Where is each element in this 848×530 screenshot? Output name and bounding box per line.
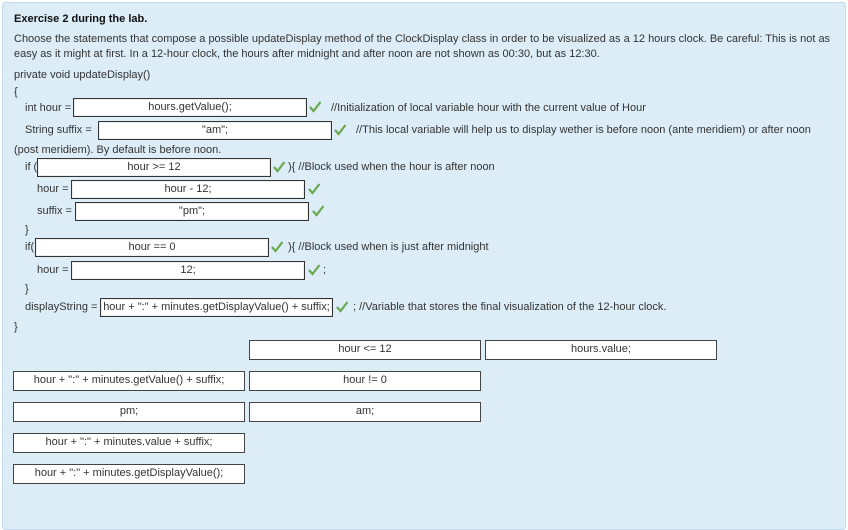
comment-display-string: ; //Variable that stores the final visualization of the 12-hour clock. [353, 301, 667, 313]
checkmark-icon [308, 100, 322, 114]
if-keyword-2: if( [25, 241, 35, 253]
checkmark-icon [307, 263, 321, 277]
string-suffix-label: String suffix = [25, 124, 92, 136]
drop-zone-suffix-pm[interactable]: "pm"; [75, 202, 309, 221]
comment-if-2: ){ //Block used when is just after midnight [288, 241, 489, 253]
drop-zone-hour-twelve[interactable]: 12; [71, 261, 305, 280]
instructions-line-1: Choose the statements that compose a possible updateDisplay method of the ClockDisplay class in order to be visualized as a 12 hours clock. Be careful: This is not as [14, 33, 831, 45]
comment-hour-init: //Initialization of local variable hour with the current value of Hour [331, 102, 646, 114]
hour-assign-label: hour = [37, 183, 69, 195]
choice-item[interactable]: am; [249, 402, 481, 422]
drop-zone-if-condition-1[interactable]: hour >= 12 [37, 158, 271, 177]
choice-item[interactable]: pm; [13, 402, 245, 422]
checkmark-icon [307, 182, 321, 196]
drop-zone-suffix-init[interactable]: "am"; [98, 121, 332, 140]
checkmark-icon [311, 204, 325, 218]
method-signature: private void updateDisplay() [14, 69, 151, 81]
question-panel [2, 2, 846, 530]
int-hour-label: int hour = [25, 102, 72, 114]
choice-item[interactable]: hour != 0 [249, 371, 481, 391]
drop-zone-hour-minus[interactable]: hour - 12; [71, 180, 305, 199]
checkmark-icon [335, 300, 349, 314]
checkmark-icon [272, 160, 286, 174]
close-brace-method: } [14, 321, 18, 333]
drop-zone-display-string[interactable]: hour + ":" + minutes.getDisplayValue() + suffix; [100, 298, 333, 317]
suffix-assign-label: suffix = [37, 205, 72, 217]
drop-zone-if-condition-2[interactable]: hour == 0 [35, 238, 269, 257]
display-string-label: displayString = [25, 301, 98, 313]
choice-item[interactable]: hour + ":" + minutes.getValue() + suffix; [13, 371, 245, 391]
comment-suffix-init: //This local variable will help us to display wether is before noon (ante meridiem) or after noon [356, 124, 811, 136]
choice-item[interactable]: hour + ":" + minutes.getDisplayValue(); [13, 464, 245, 484]
if-keyword: if ( [25, 161, 38, 173]
semicolon: ; [323, 264, 327, 276]
choice-item[interactable]: hours.value; [485, 340, 717, 360]
checkmark-icon [270, 240, 284, 254]
instructions-line-2: easy as it might at first. In a 12-hour clock, the hours after midnight and after noon are not shown as 00:30, but as 12:30. [14, 48, 600, 60]
hour-assign-label-2: hour = [37, 264, 69, 276]
close-brace-if-2: } [25, 283, 29, 295]
choice-item[interactable]: hour <= 12 [249, 340, 481, 360]
close-brace-if-1: } [25, 224, 29, 236]
question-title: Exercise 2 during the lab. [14, 13, 148, 25]
drop-zone-hour-init[interactable]: hours.getValue(); [73, 98, 307, 117]
comment-suffix-init-wrap: (post meridiem). By default is before noon. [14, 144, 222, 156]
choice-item[interactable]: hour + ":" + minutes.value + suffix; [13, 433, 245, 453]
checkmark-icon [333, 123, 347, 137]
open-brace: { [14, 86, 18, 98]
comment-if-1: ){ //Block used when the hour is after noon [288, 161, 495, 173]
